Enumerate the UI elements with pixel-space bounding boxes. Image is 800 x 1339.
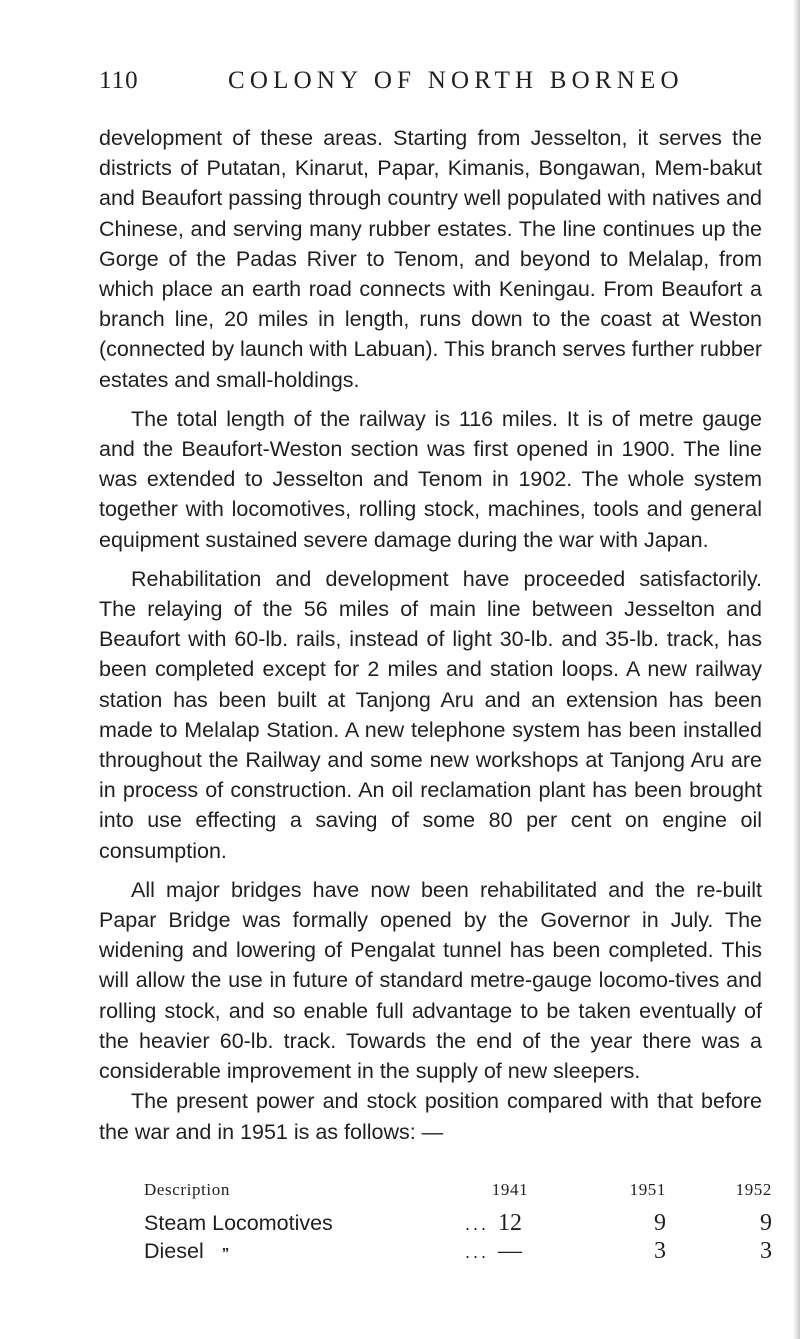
- page-number: 110: [99, 67, 139, 94]
- ditto-mark: ”: [221, 1245, 230, 1262]
- table-header-1952: 1952: [735, 1180, 772, 1199]
- row-value-1952: 3: [760, 1238, 772, 1264]
- table-row: [144, 1238, 772, 1266]
- table-header-row: [144, 1180, 772, 1210]
- paragraph: All major bridges have now been rehabilitated and the re-built Papar Bridge was formally opened by the Governor in July. The widening and lowering of Pengalat tunnel has been completed. This will allow the use in future of standard metre-gauge locomo-tives and rolling stock, and so enable full advantage to be taken eventually of the heavier 60-lb. track. Towards the end of the year there was a considerable improvement in the supply of new sleepers.: [99, 877, 762, 1084]
- row-value-1951: 3: [654, 1238, 666, 1264]
- row-description: [144, 1210, 344, 1238]
- page-edge-shadow: [793, 0, 800, 1339]
- leader-dots: ...: [464, 1242, 489, 1262]
- table-header-spacer: [344, 1180, 489, 1210]
- row-value-1941: 12: [498, 1210, 522, 1236]
- paragraph: Rehabilitation and development have proceeded satisfactorily. The relaying of the 56 miles of main line between Jesselton and Beaufort with 60-lb. rails, instead of light 30-lb. and 35-lb. track, has been completed except for 2 miles and station loops. A new railway station has been built at Tanjong Aru and an extension has been made to Melalap Station. A new telephone system has been installed throughout the Railway and some new workshops at Tanjong Aru are in process of construction. An oil reclamation plant has been brought into use effecting a saving of some 80 per cent on engine oil consumption.: [99, 566, 762, 863]
- paragraph: The total length of the railway is 116 miles. It is of metre gauge and the Beaufort-Weston section was first opened in 1900. The line was extended to Jesselton and Tenom in 1902. The whole system together with locomotives, rolling stock, machines, tools and general equipment sustained severe damage during the war with Japan.: [99, 406, 762, 552]
- row-description-text: Diesel: [144, 1239, 204, 1263]
- table-header-description: Description: [144, 1180, 230, 1199]
- paragraph: The present power and stock position compared with that before the war and in 1951 is as follows: —: [99, 1089, 762, 1144]
- row-description-text: Steam Locomotives: [144, 1211, 333, 1235]
- leader-dots: ...: [464, 1214, 489, 1234]
- table-header-1941: 1941: [491, 1180, 529, 1199]
- table-row: [144, 1210, 772, 1238]
- running-head: COLONY OF NORTH BORNEO: [228, 67, 684, 94]
- paragraph: development of these areas. Starting from Jesselton, it serves the districts of Putatan, Kinarut, Papar, Kimanis, Bongawan, Mem-bakut and Beaufort passing through country well populated with natives and Chinese, and serving many rubber estates. The line continues up the Gorge of the Padas River to Tenom, and beyond to Melalap, from which place an earth road connects with Keningau. From Beaufort a branch line, 20 miles in length, runs down to the coast at Weston (connected by launch with Labuan). This branch serves further rubber estates and small-holdings.: [99, 126, 762, 392]
- row-leader: [344, 1210, 489, 1238]
- row-description: [144, 1238, 344, 1266]
- row-value-1941: —: [498, 1238, 522, 1264]
- body-text: [99, 123, 762, 1156]
- table-header-1951: 1951: [629, 1180, 666, 1199]
- row-value-1951: 9: [654, 1210, 666, 1236]
- stock-table: [144, 1180, 772, 1266]
- row-leader: [344, 1238, 489, 1266]
- row-value-1952: 9: [760, 1210, 772, 1236]
